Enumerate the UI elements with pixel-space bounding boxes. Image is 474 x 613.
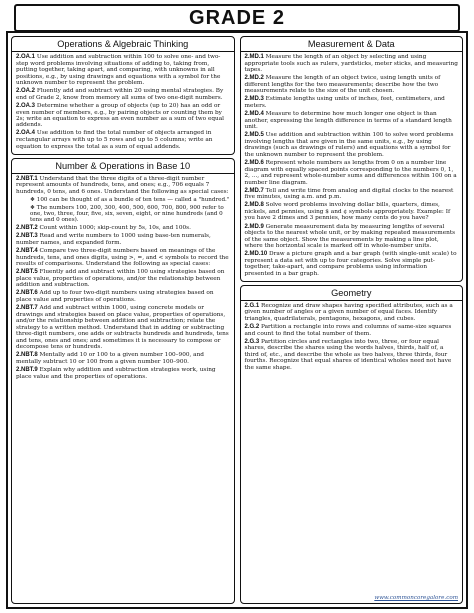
- standard-item: [16, 290, 230, 303]
- standard-item: [245, 160, 459, 186]
- standard-text: Represent whole numbers as lengths from 0 on a number line diagram with equally spaced points corresponding to the numbers 0, 1, 2, ..., and represent whole-number sums and differences within 100 on a number line diagram.: [244, 159, 457, 186]
- standard-text: Count within 1000; skip-count by 5s, 10s, and 100s.: [39, 225, 191, 231]
- standard-code: 2.MD.10: [244, 251, 268, 258]
- right-column: [240, 36, 464, 604]
- standard-code: 2.MD.9: [244, 223, 264, 230]
- standard-text: Understand that the three digits of a three-digit number represent amounts of hundreds, tens, and ones; e.g., 706 equals 7 hundreds, 0 tens, and 6 ones. Understand the following as special cases:: [16, 175, 229, 195]
- standard-code: 2.OA.4: [16, 130, 36, 137]
- standard-code: 2.NBT.1: [16, 175, 38, 182]
- standards-frame: [6, 31, 468, 609]
- standard-text: Generate measurement data by measuring lengths of several objects to the nearest whole unit, or by making repeated measurements of the same object. Show the measurements by making a line plot, where the horizontal scale is marked off in whole-number units.: [244, 223, 456, 250]
- standard-text: Use addition and subtraction within 100 to solve word problems involving lengths that are given in the same units, e.g., by using drawings (such as drawings of rulers) and equations with a symbol for the unknown number to represent the problem.: [244, 132, 454, 158]
- standard-code: 2.OA.2: [16, 88, 36, 95]
- standard-text: Estimate lengths using units of inches, feet, centimeters, and meters.: [244, 96, 445, 110]
- standard-item: [16, 103, 230, 129]
- standard-code: 2.MD.5: [244, 132, 264, 139]
- standard-code: 2.MD.4: [244, 111, 264, 118]
- oa-standards: [16, 54, 230, 150]
- standard-code: 2.MD.2: [244, 75, 264, 82]
- standard-item: [16, 88, 230, 101]
- standard-code: 2.MD.1: [244, 54, 264, 60]
- standard-item: [16, 269, 230, 289]
- page-title: GRADE 2: [14, 4, 460, 32]
- md-heading: Measurement & Data: [241, 37, 463, 52]
- standard-text: Fluently add and subtract within 100 using strategies based on place value, properties of operations, and/or the relationship between addition and subtraction.: [16, 269, 225, 289]
- standard-item: [245, 96, 459, 109]
- standard-item: [245, 132, 459, 158]
- standard-text: Explain why addition and subtraction strategies work, using place value and the properties of operations.: [16, 366, 216, 380]
- nbt-section: [11, 158, 235, 604]
- geometry-standards: [245, 303, 459, 373]
- standard-text: Solve word problems involving dollar bills, quarters, dimes, nickels, and pennies, using $ and ¢ symbols appropriately. Example: If you have 2 dimes and 3 pennies, how many cents do you have?: [244, 202, 451, 222]
- standard-item: [30, 197, 230, 203]
- standard-text: Tell and write time from analog and digital clocks to the nearest five minutes, using a.m. and p.m.: [244, 187, 454, 201]
- md-standards: [245, 54, 459, 277]
- standard-text: Use addition to find the total number of objects arranged in rectangular arrays with up to 5 rows and up to 5 columns; write an equation to express the total as a sum of equal addends.: [16, 130, 213, 150]
- standard-text: Draw a picture graph and a bar graph (with single-unit scale) to represent a data set with up to four categories. Solve simple put-together, take-apart, and compare problems using information presented in a bar graph.: [244, 251, 457, 277]
- standard-item: [245, 339, 459, 371]
- standard-code: 2.NBT.8: [16, 352, 38, 359]
- standard-text: Add and subtract within 1000, using concrete models or drawings and strategies based on place value, properties of operations, and/or the relationship between addition and subtraction; relate the strategy to a written method. Understand that in adding or subtracting three-digit numbers, one adds or subtracts hundreds and hundreds, tens and tens, ones and ones; and sometimes it is necessary to compose or decompose tens or hundreds.: [16, 305, 229, 351]
- standard-code: 2.NBT.9: [16, 366, 38, 373]
- standard-code: 2.OA.1: [16, 54, 36, 60]
- standard-item: [245, 188, 459, 201]
- standard-text: ❖ The numbers 100, 200, 300, 400, 500, 600, 700, 800, 900 refer to one, two, three, four, five, six, seven, eight, or nine hundreds (and 0 tens and 0 ones).: [30, 204, 224, 224]
- left-column: [11, 36, 235, 604]
- standard-item: [30, 205, 230, 224]
- standard-item: [245, 224, 459, 250]
- standard-item: [16, 367, 230, 380]
- standard-code: 2.G.1: [244, 302, 260, 309]
- standard-item: [16, 248, 230, 268]
- standard-item: [245, 251, 459, 277]
- standard-code: 2.NBT.6: [16, 290, 38, 297]
- standard-text: Determine whether a group of objects (up to 20) has an odd or even number of members, e.g., by pairing objects or counting them by 2s; write an equation to express an even number as a sum of two equal addends.: [16, 102, 225, 129]
- standard-text: Use addition and subtraction within 100 to solve one- and two-step word problems involving situations of adding to, taking from, putting together, taking apart, and comparing, with unknowns in all positions, e.g., by using drawings and equations with a symbol for the unknown number to represent the problem.: [16, 54, 221, 87]
- standard-code: 2.MD.8: [244, 202, 264, 209]
- standard-item: [16, 54, 230, 86]
- standard-item: [245, 324, 459, 337]
- standard-code: 2.MD.6: [244, 159, 264, 166]
- standard-code: 2.G.2: [244, 323, 260, 330]
- geometry-section: [240, 285, 464, 604]
- standard-text: Measure the length of an object twice, using length units of different lengths for the two measurements; describe how the two measurements relate to the size of the unit chosen.: [244, 75, 441, 95]
- standard-text: Measure the length of an object by selecting and using appropriate tools such as rulers, yardsticks, meter sticks, and measuring tapes.: [244, 54, 458, 74]
- standard-code: 2.NBT.7: [16, 305, 38, 312]
- standard-item: [245, 202, 459, 222]
- standard-code: 2.G.3: [244, 338, 260, 345]
- standard-item: [16, 233, 230, 246]
- md-section: [240, 36, 464, 282]
- standard-code: 2.OA.3: [16, 102, 36, 109]
- standard-item: [16, 176, 230, 196]
- standard-text: Measure to determine how much longer one object is than another, expressing the length difference in terms of a standard length unit.: [244, 111, 452, 131]
- standard-item: [245, 54, 459, 74]
- standard-item: [16, 305, 230, 350]
- standard-item: [16, 225, 230, 232]
- geometry-heading: Geometry: [241, 286, 463, 301]
- standard-text: Recognize and draw shapes having specified attributes, such as a given number of angles or a given number of equal faces. Identify triangles, quadrilaterals, pentagons, hexagons, and cubes.: [244, 302, 453, 322]
- standard-item: [245, 75, 459, 95]
- footer-link[interactable]: www.commoncoregalore.com: [374, 595, 458, 601]
- standard-item: [16, 352, 230, 365]
- standard-text: Partition circles and rectangles into two, three, or four equal shares, describe the shares using the words halves, thirds, half of, a third of, etc., and describe the whole as two halves, three thirds, four fourths. Recognize that equal shares of identical wholes need not have the same shape.: [244, 338, 452, 371]
- nbt-standards: [16, 176, 230, 380]
- standard-code: 2.NBT.5: [16, 269, 38, 276]
- nbt-heading: Number & Operations in Base 10: [12, 159, 234, 174]
- oa-section: [11, 36, 235, 155]
- standard-item: [245, 303, 459, 323]
- standard-code: 2.NBT.4: [16, 248, 38, 255]
- standard-code: 2.NBT.3: [16, 233, 38, 240]
- oa-heading: Operations & Algebraic Thinking: [12, 37, 234, 52]
- standard-text: Add up to four two-digit numbers using strategies based on place value and properties of operations.: [16, 290, 214, 304]
- standard-code: 2.NBT.2: [16, 225, 38, 231]
- standard-text: Compare two three-digit numbers based on meanings of the hundreds, tens, and ones digits, using >, =, and < symbols to record the results of comparisons. Understand the following as special cases:: [16, 248, 229, 268]
- standard-code: 2.MD.7: [244, 187, 264, 194]
- standard-text: Mentally add 10 or 100 to a given number 100–900, and mentally subtract 10 or 100 from a given number 100–900.: [16, 352, 204, 365]
- standard-item: [245, 111, 459, 131]
- standard-code: 2.MD.3: [244, 96, 264, 103]
- standard-text: Fluently add and subtract within 20 using mental strategies. By end of Grade 2, know from memory all sums of two one-digit numbers.: [16, 88, 224, 101]
- standard-item: [16, 130, 230, 150]
- standard-text: Partition a rectangle into rows and columns of same-size squares and count to find the total number of them.: [244, 323, 452, 337]
- standard-text: ❖ 100 can be thought of as a bundle of ten tens — called a "hundred.": [30, 196, 230, 203]
- standard-text: Read and write numbers to 1000 using base-ten numerals, number names, and expanded form.: [16, 233, 211, 247]
